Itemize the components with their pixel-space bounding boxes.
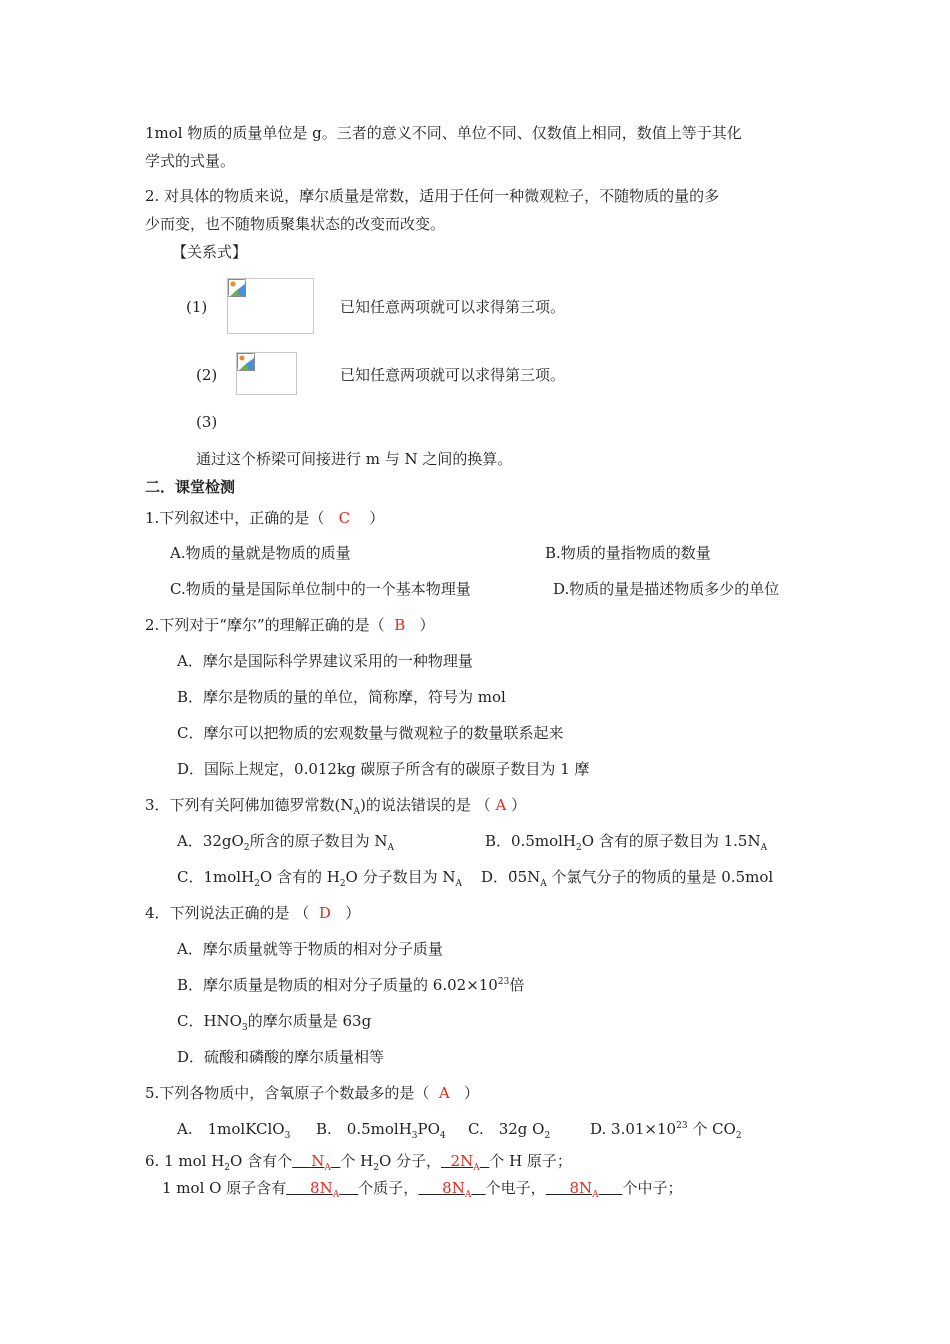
option-text: B. 0.5molH <box>316 1120 412 1138</box>
question-2-option-a: A．摩尔是国际科学界建议采用的一种物理量 <box>177 652 473 670</box>
option-text: D. 3.01×10 <box>590 1120 677 1138</box>
question-6-text: O 分子， <box>378 1152 442 1170</box>
question-1-option-d: D.物质的量是描述物质多少的单位 <box>553 580 780 598</box>
question-4-close: ） <box>345 904 361 922</box>
question-6-line-2 <box>162 1178 683 1198</box>
subscript: 2 <box>576 843 582 853</box>
point-2-line-2: 少而变，也不随物质聚集状态的改变而改变。 <box>145 215 446 233</box>
subscript: A <box>464 1190 472 1200</box>
option-text: C. 32g O <box>468 1120 545 1138</box>
question-4-text: 4．下列说法正确的是 （ <box>145 904 310 922</box>
question-5-close: ） <box>464 1084 480 1102</box>
relation-3-number: (3) <box>196 413 218 431</box>
blank-2 <box>441 1152 489 1173</box>
relation-2-text: 已知任意两项就可以求得第三项。 <box>340 366 566 384</box>
question-6-text: 1 mol O 原子含有 <box>162 1179 287 1197</box>
option-text: D．0̄5N <box>481 868 541 886</box>
option-text: C．1molH <box>177 868 255 886</box>
question-1-stem <box>145 508 384 528</box>
subscript: 2 <box>339 879 346 889</box>
option-text: B．0.5molH <box>485 832 577 850</box>
relation-2-number: (2) <box>196 366 218 384</box>
option-text: O 含有的 H <box>259 868 340 886</box>
subscript: 3 <box>411 1131 418 1141</box>
question-2-option-b: B．摩尔是物质的量的单位，简称摩，符号为 mol <box>177 688 506 706</box>
question-2-option-d: D．国际上规定，0.012kg 碳原子所含有的碳原子数目为 1 摩 <box>177 760 590 778</box>
option-text: C．HNO <box>177 1012 242 1030</box>
question-5-answer: A <box>438 1084 450 1102</box>
question-6-text: O 含有个 <box>230 1152 293 1170</box>
subscript: 2 <box>544 1131 551 1141</box>
subscript: A <box>332 1190 340 1200</box>
subscript: A <box>473 1163 480 1173</box>
question-2-answer: B <box>394 616 406 634</box>
subscript: 2 <box>373 1163 379 1173</box>
question-4-option-d: D．硫酸和磷酸的摩尔质量相等 <box>177 1048 385 1066</box>
superscript: 23 <box>497 977 510 987</box>
question-4-option-b <box>177 975 524 995</box>
blank-4 <box>418 1179 485 1200</box>
question-2-option-c: C．摩尔可以把物质的宏观数量与微观粒子的数量联系起来 <box>177 724 564 742</box>
question-4-stem <box>145 903 360 923</box>
question-4-option-c <box>177 1011 371 1031</box>
subscript: 3 <box>284 1131 291 1141</box>
question-3-option-a <box>177 831 394 851</box>
bridge-sentence: 通过这个桥梁可间接进行 m 与 N 之间的换算。 <box>196 450 513 468</box>
blank-5 <box>546 1179 623 1200</box>
subscript: 2 <box>735 1131 742 1141</box>
question-3-stem <box>145 795 526 815</box>
question-4-answer: D <box>318 904 331 922</box>
question-6-text: 个 H 原子； <box>489 1152 572 1170</box>
intro-line-2: 学式的式量。 <box>145 152 236 170</box>
blank-5-answer: 8N <box>569 1179 593 1197</box>
option-text: 所含的原子数目为 N <box>249 832 388 850</box>
formula-image-2 <box>236 352 297 395</box>
subscript: 4 <box>439 1131 446 1141</box>
option-text: 的摩尔质量是 63g <box>247 1012 372 1030</box>
formula-image-1 <box>227 278 314 334</box>
question-6-text: 个 H <box>340 1152 374 1170</box>
subscript: 2 <box>224 1163 231 1173</box>
subscript: A <box>760 843 768 853</box>
question-1-close: ） <box>369 509 385 527</box>
section-title: 二．课堂检测 <box>145 478 236 496</box>
question-2-stem <box>145 615 435 635</box>
blank-1-answer: N <box>311 1152 325 1170</box>
question-5-option-c <box>468 1119 550 1139</box>
relation-1-text: 已知任意两项就可以求得第三项。 <box>340 298 566 316</box>
subscript: A <box>387 843 394 853</box>
question-5-stem <box>145 1083 479 1103</box>
question-1-text: 1.下列叙述中，正确的是（ <box>145 509 325 527</box>
question-6-text: 个质子， <box>358 1179 419 1197</box>
subscript: A <box>455 879 463 889</box>
question-3-option-c <box>177 867 462 887</box>
question-2-text: 2.下列对于“摩尔”的理解正确的是（ <box>145 616 385 634</box>
intro-line-1: 1mol 物质的质量单位是 g。三者的意义不同、单位不同、仅数值上相同，数值上等于其化 <box>145 124 742 142</box>
blank-3-answer: 8N <box>310 1179 333 1197</box>
question-6-text: 6. 1 mol H <box>145 1152 225 1170</box>
question-5-text: 5.下列各物质中，含氧原子个数最多的是（ <box>145 1084 430 1102</box>
question-3-text-2: )的说法错误的是 （ <box>360 796 491 814</box>
blank-4-answer: 8N <box>442 1179 465 1197</box>
blank-3 <box>286 1179 358 1200</box>
option-text: A．32gO <box>177 832 244 850</box>
blank-2-answer: 2N <box>450 1152 474 1170</box>
relation-1-number: (1) <box>186 298 208 316</box>
question-1-option-c: C.物质的量是国际单位制中的一个基本物理量 <box>170 580 471 598</box>
subscript: A <box>540 879 547 889</box>
option-text: O 分子数目为 N <box>345 868 456 886</box>
question-1-option-b: B.物质的量指物质的数量 <box>545 544 711 562</box>
option-text: O 含有的原子数目为 1.5N <box>581 832 761 850</box>
option-text: A. 1molKClO <box>177 1120 285 1138</box>
subscript: 2 <box>254 879 260 889</box>
question-6-text: 个中子； <box>622 1179 683 1197</box>
option-text: PO <box>417 1120 440 1138</box>
question-3-subscript: A <box>353 807 361 817</box>
option-text: 个 CO <box>687 1120 736 1138</box>
subscript: 3 <box>241 1023 248 1033</box>
superscript: 23 <box>676 1121 688 1131</box>
question-3-answer: A <box>495 796 507 814</box>
question-5-option-d <box>590 1119 742 1139</box>
question-3-text: 3．下列有关阿佛加德罗常数(N <box>145 796 354 814</box>
question-5-option-b <box>316 1119 446 1139</box>
question-6-text: 个电子， <box>485 1179 546 1197</box>
broken-image-icon <box>228 279 246 297</box>
subscript: A <box>324 1163 331 1173</box>
option-text: B．摩尔质量是物质的相对分子质量的 6.02×10 <box>177 976 498 994</box>
point-2-line-1: 2. 对具体的物质来说，摩尔质量是常数，适用于任何一种微观粒子，不随物质的量的多 <box>145 187 720 205</box>
blank-1 <box>292 1152 340 1173</box>
question-1-option-a: A.物质的量就是物质的质量 <box>170 544 351 562</box>
question-1-answer: C <box>338 509 351 527</box>
relation-title: 【关系式】 <box>172 243 248 261</box>
question-3-close: ） <box>511 796 527 814</box>
question-6-line-1 <box>145 1151 572 1171</box>
question-2-close: ） <box>419 616 435 634</box>
question-4-option-a: A．摩尔质量就等于物质的相对分子质量 <box>177 940 443 958</box>
broken-image-icon <box>237 353 255 371</box>
question-5-option-a <box>177 1119 290 1139</box>
option-text: 倍 <box>509 976 525 994</box>
subscript: A <box>592 1190 599 1200</box>
question-3-option-b <box>485 831 767 851</box>
subscript: 2 <box>243 843 250 853</box>
option-text: 个氯气分子的物质的量是 0.5mol <box>546 868 774 886</box>
question-3-option-d <box>481 867 773 887</box>
